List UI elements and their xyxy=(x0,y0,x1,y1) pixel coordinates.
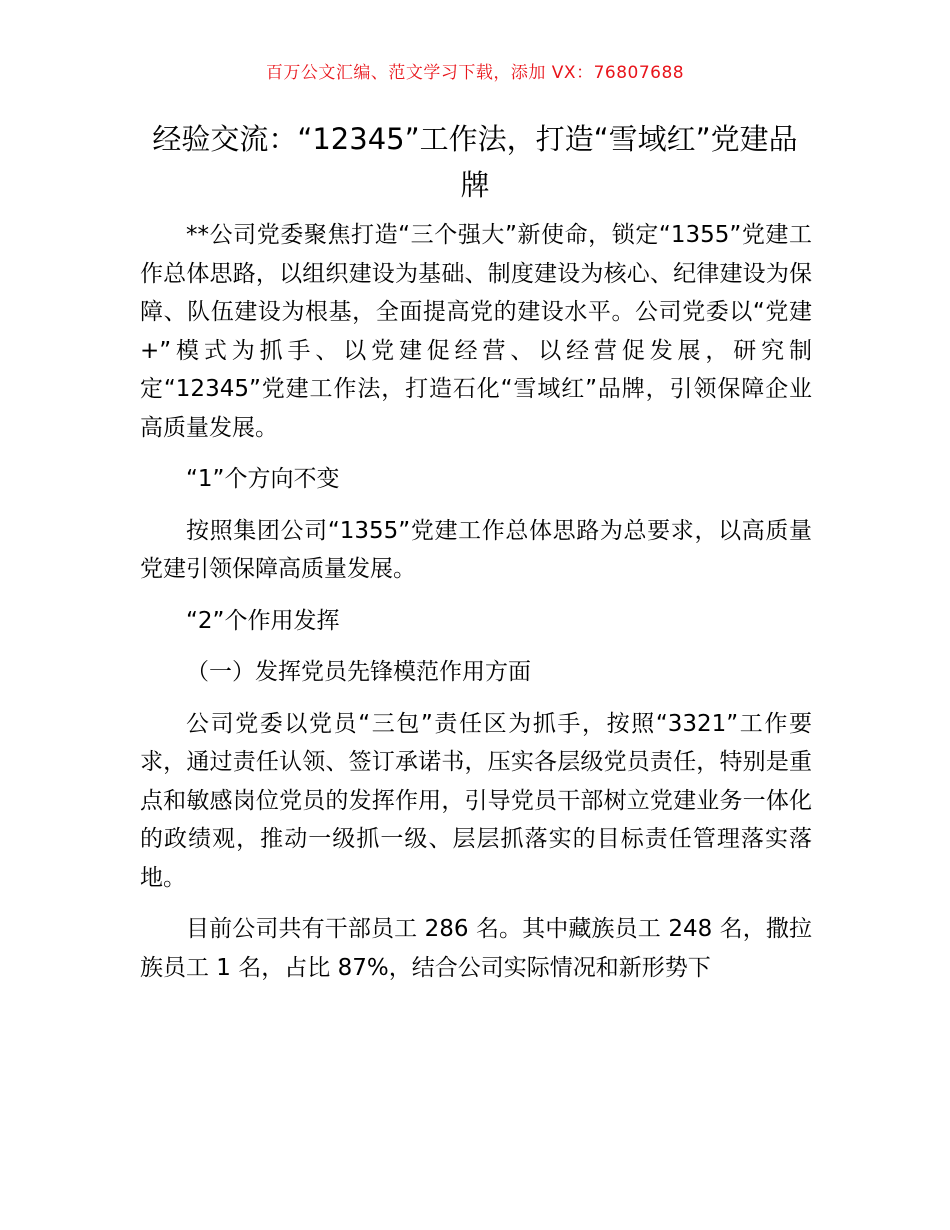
section-heading-1: “1”个方向不变 xyxy=(186,466,340,492)
paragraph-party-members: 公司党委以党员“三包”责任区为抓手，按照“3321”工作要求，通过责任认领、签订承诺书，压实各层级党员责任，特别是重点和敏感岗位党员的发挥作用，引导党员干部树立党建业务一体化的政绩观，推动一级抓一级、层层抓落实的目标责任管理落实落地。 xyxy=(140,710,812,891)
paragraph-intro: **公司党委聚焦打造“三个强大”新使命，锁定“1355”党建工作总体思路，以组织建设为基础、制度建设为核心、纪律建设为保障、队伍建设为根基，全面提高党的建设水平。公司党委以“党建+”模式为抓手、以党建促经营、以经营促发展，研究制定“12345”党建工作法，打造石化“雪域红”品牌，引领保障企业高质量发展。 xyxy=(140,222,812,441)
page-title: 经验交流：“12345”工作法，打造“雪域红”党建品牌 xyxy=(152,122,798,202)
subsection-heading-1: （一）发挥党员先锋模范作用方面 xyxy=(186,659,531,685)
document-body xyxy=(140,216,812,1000)
section-heading-2: “2”个作用发挥 xyxy=(186,607,340,634)
paragraph-staff-stats: 目前公司共有干部员工 286 名。其中藏族员工 248 名，撒拉族员工 1 名，占比 87%，结合公司实际情况和新形势下 xyxy=(140,916,812,981)
watermark-banner: 百万公文汇编、范文学习下载，添加 VX：76807688 xyxy=(265,63,685,83)
paragraph-direction: 按照集团公司“1355”党建工作总体思路为总要求，以高质量党建引领保障高质量发展。 xyxy=(140,517,812,582)
